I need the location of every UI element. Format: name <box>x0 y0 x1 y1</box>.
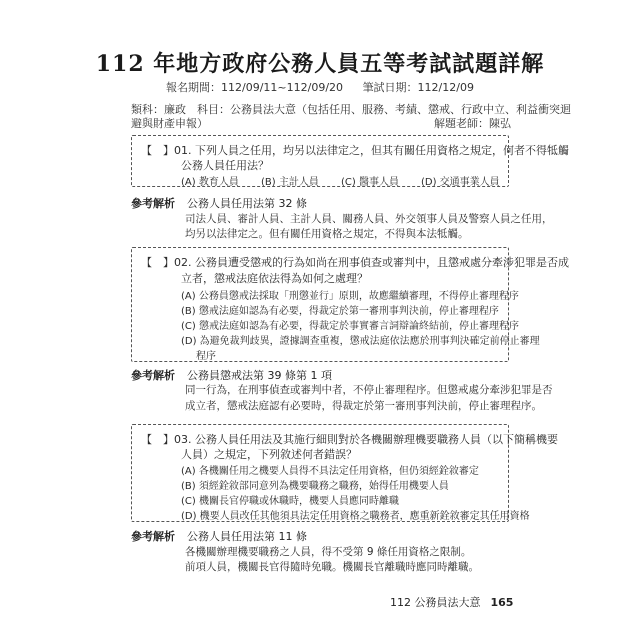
registration-period: 報名期間：112/09/11~112/09/20 <box>166 81 344 94</box>
exam-date: 筆試日期：112/12/09 <box>362 81 474 94</box>
question-3-option-c: (C) 機關長官停職或休職時，機要人員應同時離職 <box>181 496 399 507</box>
question-1-line-1: 【 】01. 下列人員之任用，均另以法律定之，但其有關任用資格之規定，何者不得牴觸 <box>141 144 569 157</box>
page-title: 112 年地方政府公務人員五等考試試題詳解 <box>95 51 545 77</box>
subject-line-2 <box>131 115 511 131</box>
question-2-option-d-continued: 程序 <box>196 351 216 362</box>
question-1-option-d: (D) 交通事業人員 <box>421 177 500 188</box>
page-number: 165 <box>490 596 514 609</box>
reference-3-law: 公務人員任用法第 11 條 <box>187 530 307 543</box>
subject-line: 類科：廉政 科目：公務員法大意（包括任用、服務、考績、懲戒、行政中立、利益衝突迴 <box>131 103 571 116</box>
question-1-line-2: 公務人員任用法？ <box>181 159 269 172</box>
question-3-line-1: 【 】03. 公務人員任用法及其施行細則對於各機關辦理機要職務人員（以下簡稱機要 <box>141 433 558 446</box>
explanation-1-line-1: 司法人員、審計人員、主計人員、關務人員、外交領事人員及警察人員之任用， <box>185 213 553 225</box>
explanation-3-line-1: 各機關辦理機要職務之人員，得不受第 9 條任用資格之限制。 <box>185 546 472 558</box>
question-3-option-a: (A) 各機關任用之機要人員得不具法定任用資格，但仍須經銓敘審定 <box>181 466 479 477</box>
question-2-line-2: 立者，懲戒法庭依法得為如何之處理？ <box>181 272 368 285</box>
explanation-1-line-2: 均另以法律定之。但有關任用資格之規定，不得與本法牴觸。 <box>185 228 469 240</box>
question-3-option-d: (D) 機要人員改任其他須具法定任用資格之職務者，應重新銓敘審定其任用資格 <box>181 511 530 522</box>
teacher-name: 解題老師：陳弘 <box>434 117 511 130</box>
question-2-option-d: (D) 為避免裁判歧異，證據調查重複，懲戒法庭依法應於刑事判決確定前停止審理 <box>181 336 540 347</box>
question-2-option-a: (A) 公務員懲戒法採取「刑懲並行」原則，故應繼續審理，不得停止審理程序 <box>181 291 519 302</box>
reference-1 <box>131 195 307 211</box>
subject-line-continued: 避與財產申報） <box>131 117 208 130</box>
question-1-option-a: (A) 教育人員 <box>181 177 239 188</box>
footer-book-title: 112 公務員法大意 <box>390 596 481 609</box>
question-2-option-c: (C) 懲戒法庭如認為有必要，得裁定於事實審言詞辯論終結前，停止審理程序 <box>181 321 519 332</box>
explanation-2-line-1: 同一行為，在刑事偵查或審判中者，不停止審理程序。但懲戒處分牽涉犯罪是否 <box>185 384 553 396</box>
question-2-line-1: 【 】02. 公務員遭受懲戒的行為如尚在刑事偵查或審判中，且懲戒處分牽涉犯罪是否成 <box>141 256 569 269</box>
reference-1-law: 公務人員任用法第 32 條 <box>187 197 307 210</box>
question-1-option-b: (B) 主計人員 <box>261 177 319 188</box>
exam-dates <box>0 79 640 95</box>
question-1-option-c: (C) 醫事人員 <box>341 177 399 188</box>
reference-2-law: 公務員懲戒法第 39 條第 1 項 <box>187 369 332 382</box>
explanation-3-line-2: 前項人員，機關長官得隨時免職。機關長官離職時應同時離職。 <box>185 561 479 573</box>
question-3-line-2: 人員）之規定，下列敘述何者錯誤？ <box>181 448 357 461</box>
explanation-2-line-2: 成立者，懲戒法庭認有必要時，得裁定於第一審刑事判決前，停止審理程序。 <box>185 400 542 412</box>
page-footer <box>390 594 514 610</box>
reference-2 <box>131 367 332 383</box>
reference-3 <box>131 528 307 544</box>
reference-2-label: 參考解析 <box>131 369 175 382</box>
reference-1-label: 參考解析 <box>131 197 175 210</box>
reference-3-label: 參考解析 <box>131 530 175 543</box>
question-2-option-b: (B) 懲戒法庭如認為有必要，得裁定於第一審刑事判決前，停止審理程序 <box>181 306 499 317</box>
question-3-option-b: (B) 須經銓敘部同意列為機要職務之職務，始得任用機要人員 <box>181 481 449 492</box>
